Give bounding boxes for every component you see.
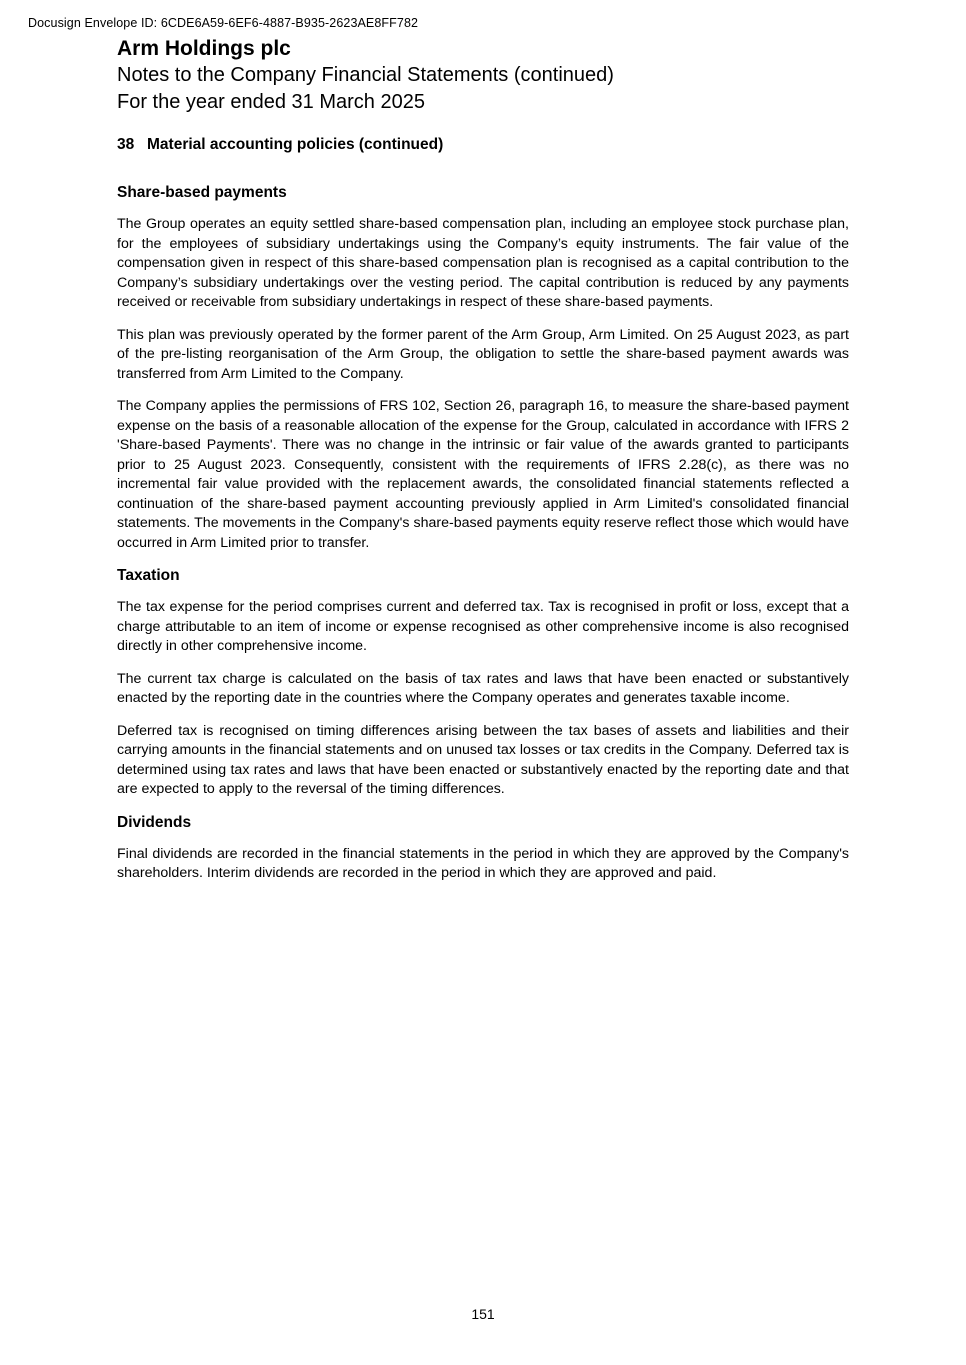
note-title: Material accounting policies (continued) [147, 136, 444, 153]
note-heading [117, 135, 849, 155]
page-content [117, 135, 849, 897]
paragraph: Deferred tax is recognised on timing differences arising between the tax bases of assets and liabilities and their carrying amounts in the financial statements and on unused tax losses or tax credits in the Company. Deferred tax is determined using tax rates and laws that have been enacted or substantively enacted by the reporting date and that are expected to apply to the reversal of the timing differences. [117, 722, 849, 797]
paragraph: The tax expense for the period comprises current and deferred tax. Tax is recognised in profit or loss, except that a charge attributable to an item of income or expense recognised as other comprehensive income is also recognised directly in other comprehensive income. [117, 599, 849, 654]
paragraph: The current tax charge is calculated on the basis of tax rates and laws that have been enacted or substantively enacted by the reporting date in the countries where the Company operates and generates taxable income. [117, 670, 849, 706]
paragraph: The Group operates an equity settled share-based compensation plan, including an employee stock purchase plan, for the employees of subsidiary undertakings using the Company’s equity instruments. The fair value of the compensation given in respect of this share-based compensation plan is recognised as a capital contribution to the Company’s subsidiary undertakings over the vesting period. The capital contribution is reduced by any payments received or receivable from subsidiary undertakings in respect of these share-based payments. [117, 216, 849, 310]
section-heading-taxation: Taxation [117, 567, 180, 584]
document-header [117, 36, 857, 116]
paragraph: This plan was previously operated by the former parent of the Arm Group, Arm Limited. On 25 August 2023, as part of the pre-listing reorganisation of the Arm Group, the obligation to settle the share-based payment awards was transferred from Arm Limited to the Company. [117, 326, 849, 382]
paragraph: Final dividends are recorded in the financial statements in the period in which they are approved by the Company's shareholders. Interim dividends are recorded in the period in which they are approved and paid. [117, 845, 849, 881]
docusign-envelope-id: Docusign Envelope ID: 6CDE6A59-6EF6-4887-B935-2623AE8FF782 [28, 16, 419, 30]
section-heading-dividends: Dividends [117, 813, 192, 831]
company-name: Arm Holdings plc [117, 37, 291, 60]
document-subtitle: Notes to the Company Financial Statements (continued) [117, 64, 614, 86]
page-number: 151 [471, 1306, 495, 1322]
paragraph: The Company applies the permissions of FRS 102, Section 26, paragraph 16, to measure the share-based payment expense on the basis of a reasonable allocation of the expense for the Group, calculated in accordance with IFRS 2 'Share-based Payments'. There was no change in the intrinsic or fair value of the awards granted to participants prior to 25 August 2023. Consequently, consistent with the requirements of IFRS 2.28(c), as there was no incremental fair value provided with the replacement awards, the consolidated financial statements reflected a continuation of the share-based payment accounting previously applied in Arm Limited's consolidated financial statements. The movements in the Company's share-based payments equity reserve reflect those which would have occurred in Arm Limited prior to transfer. [117, 398, 849, 551]
note-number: 38 [117, 136, 135, 153]
reporting-period: For the year ended 31 March 2025 [117, 91, 425, 113]
section-heading-share-based-payments: Share-based payments [117, 184, 287, 201]
